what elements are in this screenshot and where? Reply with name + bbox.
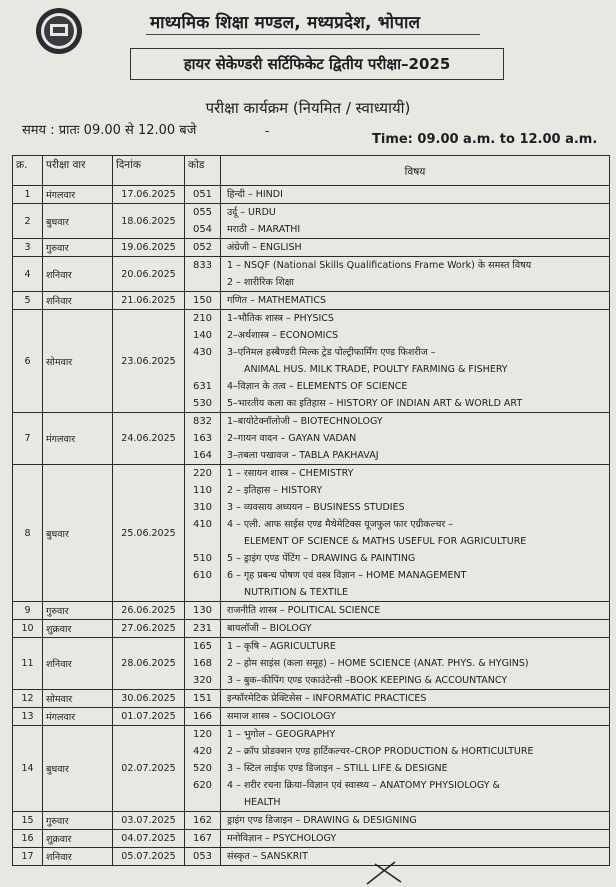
subject-code: 231 xyxy=(192,623,213,634)
row-exam-date: 30.06.2025 xyxy=(113,690,185,708)
subject-name: गणित – MATHEMATICS xyxy=(227,295,327,306)
subject-code: 053 xyxy=(192,851,213,862)
subject-code: 520 xyxy=(192,763,213,774)
subject-name: समाज शास्त्र – SOCIOLOGY xyxy=(227,711,336,722)
row-exam-date: 17.06.2025 xyxy=(113,186,185,204)
row-codes-cell xyxy=(185,708,221,726)
row-subjects-cell xyxy=(221,620,610,638)
row-exam-date: 20.06.2025 xyxy=(113,257,185,292)
subject-name: ड्राइंग एण्ड डिजाइन – DRAWING & DESIGNING xyxy=(227,815,417,826)
row-exam-day: सोमवार xyxy=(43,690,113,708)
subject-name: HEALTH xyxy=(244,797,281,808)
row-exam-day: शुक्रवार xyxy=(43,830,113,848)
subject-code: 420 xyxy=(192,746,213,757)
row-subjects-cell xyxy=(221,708,610,726)
subject-code: 530 xyxy=(192,398,213,409)
header-subject: विषय xyxy=(221,156,610,186)
subject-name: 1 – भुगोल – GEOGRAPHY xyxy=(227,729,336,740)
subject-code: 168 xyxy=(192,658,213,669)
subject-code: 166 xyxy=(192,711,213,722)
row-exam-date: 21.06.2025 xyxy=(113,292,185,310)
subject-name: उर्दू – URDU xyxy=(227,207,276,218)
subject-name: 3–तबला पखावज – TABLA PAKHAVAJ xyxy=(227,450,379,461)
table-row xyxy=(13,186,610,204)
row-serial-number: 12 xyxy=(13,690,43,708)
subject-code: 832 xyxy=(192,416,213,427)
row-exam-day: शुक्रवार xyxy=(43,620,113,638)
row-exam-day: शनिवार xyxy=(43,257,113,292)
row-exam-day: मंगलवार xyxy=(43,186,113,204)
subject-code: 110 xyxy=(192,485,213,496)
row-codes-cell xyxy=(185,257,221,292)
row-codes-cell xyxy=(185,413,221,465)
subject-code: 631 xyxy=(192,381,213,392)
subject-code: 151 xyxy=(192,693,213,704)
row-codes-cell xyxy=(185,638,221,690)
schedule-table xyxy=(12,155,610,866)
subject-name: 1–बायोटेक्नॉलोजी – BIOTECHNOLOGY xyxy=(227,416,383,427)
row-serial-number: 11 xyxy=(13,638,43,690)
subject-name: 2–अर्थशास्त्र – ECONOMICS xyxy=(227,330,339,341)
subject-code: 150 xyxy=(192,295,213,306)
subject-name: मनोविज्ञान – PSYCHOLOGY xyxy=(227,833,337,844)
table-row xyxy=(13,726,610,812)
subject-code: 163 xyxy=(192,433,213,444)
row-codes-cell xyxy=(185,830,221,848)
board-emblem-logo xyxy=(30,6,88,56)
row-serial-number: 3 xyxy=(13,239,43,257)
table-row xyxy=(13,465,610,602)
subject-code: 162 xyxy=(192,815,213,826)
board-title: माध्यमिक शिक्षा मण्डल, मध्यप्रदेश, भोपाल xyxy=(150,13,421,33)
row-serial-number: 4 xyxy=(13,257,43,292)
row-exam-day: गुरुवार xyxy=(43,602,113,620)
subject-name: ANIMAL HUS. MILK TRADE, POULTY FARMING & FISHERY xyxy=(244,364,508,375)
subject-name: राजनीति शास्त्र – POLITICAL SCIENCE xyxy=(227,605,381,616)
row-codes-cell xyxy=(185,186,221,204)
row-serial-number: 17 xyxy=(13,848,43,866)
subject-code: 430 xyxy=(192,347,213,358)
program-heading: परीक्षा कार्यक्रम (नियमित / स्वाध्यायी) xyxy=(205,99,411,117)
subject-name: संस्कृत – SANSKRIT xyxy=(227,851,308,862)
subject-code xyxy=(188,274,217,291)
subject-code: 055 xyxy=(192,207,213,218)
row-subjects-cell xyxy=(221,310,610,413)
row-exam-date: 04.07.2025 xyxy=(113,830,185,848)
subject-name: 1 – रसायन शास्त्र – CHEMISTRY xyxy=(227,468,354,479)
row-codes-cell xyxy=(185,204,221,239)
subject-name: 2 – शारीरिक शिक्षा xyxy=(227,277,294,288)
table-row xyxy=(13,602,610,620)
row-exam-day: शनिवार xyxy=(43,292,113,310)
table-row xyxy=(13,310,610,413)
subject-name: 1 – कृषि – AGRICULTURE xyxy=(227,641,336,652)
row-subjects-cell xyxy=(221,204,610,239)
table-row xyxy=(13,638,610,690)
row-subjects-cell xyxy=(221,292,610,310)
subject-name: 3 – बुक–कीपिंग एण्ड एकाउंटेन्सी –BOOK KEEPING & ACCOUNTANCY xyxy=(227,675,508,686)
subject-code: 320 xyxy=(192,675,213,686)
row-codes-cell xyxy=(185,292,221,310)
table-row xyxy=(13,204,610,239)
table-row xyxy=(13,257,610,292)
subject-code: 220 xyxy=(192,468,213,479)
row-codes-cell xyxy=(185,239,221,257)
row-subjects-cell xyxy=(221,465,610,602)
row-exam-day: मंगलवार xyxy=(43,413,113,465)
row-serial-number: 7 xyxy=(13,413,43,465)
subject-name: अंग्रेजी – ENGLISH xyxy=(227,242,302,253)
subject-code: 054 xyxy=(192,224,213,235)
row-subjects-cell xyxy=(221,257,610,292)
subject-name: ELEMENT OF SCIENCE & MATHS USEFUL FOR AGRICULTURE xyxy=(244,536,527,547)
subject-code xyxy=(188,794,217,811)
row-codes-cell xyxy=(185,848,221,866)
table-header-row xyxy=(13,156,610,186)
subject-name: NUTRITION & TEXTILE xyxy=(244,587,348,598)
subject-code xyxy=(188,584,217,601)
table-row xyxy=(13,812,610,830)
tick-mark: - xyxy=(265,124,270,138)
schedule-body xyxy=(13,186,610,866)
subject-code: 130 xyxy=(192,605,213,616)
row-subjects-cell xyxy=(221,186,610,204)
subject-name: 1–भौतिक शास्त्र – PHYSICS xyxy=(227,313,334,324)
subject-name: 6 – गृह प्रबन्ध पोषण एवं वस्त्र विज्ञान – HOME MANAGEMENT xyxy=(227,570,467,581)
subject-code: 833 xyxy=(192,260,213,271)
table-row xyxy=(13,708,610,726)
subject-code: 164 xyxy=(192,450,213,461)
subject-name: 2 – इतिहास – HISTORY xyxy=(227,485,323,496)
row-exam-day: गुरुवार xyxy=(43,812,113,830)
subject-name: 3–एनिमल हस्बैण्डरी मिल्क ट्रेड पोल्ट्रीफार्मिंग एण्ड फिशरीज – xyxy=(227,347,436,358)
time-english: Time: 09.00 a.m. to 12.00 a.m. xyxy=(372,132,598,147)
row-exam-day: शनिवार xyxy=(43,638,113,690)
subject-code: 165 xyxy=(192,641,213,652)
row-exam-date: 24.06.2025 xyxy=(113,413,185,465)
subject-name: 2 – क्रॉप प्रोडक्शन एण्ड हार्टिकल्चर–CROP PRODUCTION & HORTICULTURE xyxy=(227,746,534,757)
row-exam-date: 18.06.2025 xyxy=(113,204,185,239)
subject-name: 5 – ड्राइंग एण्ड पेंटिंग – DRAWING & PAINTING xyxy=(227,553,416,564)
row-serial-number: 16 xyxy=(13,830,43,848)
row-exam-date: 28.06.2025 xyxy=(113,638,185,690)
subject-name: 5–भारतीय कला का इतिहास – HISTORY OF INDIAN ART & WORLD ART xyxy=(227,398,523,409)
table-row xyxy=(13,239,610,257)
row-serial-number: 14 xyxy=(13,726,43,812)
subject-code: 510 xyxy=(192,553,213,564)
row-exam-date: 05.07.2025 xyxy=(113,848,185,866)
table-row xyxy=(13,620,610,638)
row-codes-cell xyxy=(185,310,221,413)
header-day: परीक्षा वार xyxy=(43,156,113,186)
row-serial-number: 2 xyxy=(13,204,43,239)
row-serial-number: 10 xyxy=(13,620,43,638)
subject-code: 167 xyxy=(192,833,213,844)
row-serial-number: 6 xyxy=(13,310,43,413)
subject-code: 410 xyxy=(192,519,213,530)
signature-mark xyxy=(365,858,405,886)
row-exam-day: बुधवार xyxy=(43,465,113,602)
row-subjects-cell xyxy=(221,848,610,866)
subject-name: 2 – होम साइंस (कला समूह) – HOME SCIENCE (ANAT. PHYS. & HYGINS) xyxy=(227,658,529,669)
header-sno: क्र. xyxy=(13,156,43,186)
row-exam-day: सोमवार xyxy=(43,310,113,413)
row-subjects-cell xyxy=(221,638,610,690)
row-codes-cell xyxy=(185,620,221,638)
row-serial-number: 8 xyxy=(13,465,43,602)
row-exam-date: 03.07.2025 xyxy=(113,812,185,830)
table-row xyxy=(13,830,610,848)
row-exam-date: 26.06.2025 xyxy=(113,602,185,620)
row-exam-date: 23.06.2025 xyxy=(113,310,185,413)
row-serial-number: 13 xyxy=(13,708,43,726)
row-subjects-cell xyxy=(221,812,610,830)
header-date: दिनांक xyxy=(113,156,185,186)
row-exam-day: शनिवार xyxy=(43,848,113,866)
row-serial-number: 5 xyxy=(13,292,43,310)
table-row xyxy=(13,690,610,708)
time-hindi: समय : प्रातः 09.00 से 12.00 बजे xyxy=(22,123,197,138)
row-exam-day: गुरुवार xyxy=(43,239,113,257)
subject-name: इन्फॉरमेटिक प्रेक्टिसेस – INFORMATIC PRACTICES xyxy=(227,693,427,704)
row-exam-date: 01.07.2025 xyxy=(113,708,185,726)
table-row xyxy=(13,848,610,866)
subject-code xyxy=(188,533,217,550)
row-exam-date: 19.06.2025 xyxy=(113,239,185,257)
row-subjects-cell xyxy=(221,830,610,848)
row-subjects-cell xyxy=(221,239,610,257)
row-exam-day: मंगलवार xyxy=(43,708,113,726)
row-subjects-cell xyxy=(221,413,610,465)
subject-name: मराठी – MARATHI xyxy=(227,224,301,235)
table-row xyxy=(13,292,610,310)
row-exam-date: 02.07.2025 xyxy=(113,726,185,812)
subject-code: 210 xyxy=(192,313,213,324)
subject-code: 120 xyxy=(192,729,213,740)
subject-name: 4–विज्ञान के तत्व – ELEMENTS OF SCIENCE xyxy=(227,381,408,392)
row-subjects-cell xyxy=(221,726,610,812)
subject-name: 2–गायन वादन – GAYAN VADAN xyxy=(227,433,357,444)
row-exam-day: बुधवार xyxy=(43,204,113,239)
subject-code: 610 xyxy=(192,570,213,581)
subject-code: 052 xyxy=(192,242,213,253)
subject-name: 3 – स्टिल लाईफ एण्ड डिजाइन – STILL LIFE & DESIGNE xyxy=(227,763,448,774)
table-row xyxy=(13,413,610,465)
row-exam-day: बुधवार xyxy=(43,726,113,812)
row-exam-date: 25.06.2025 xyxy=(113,465,185,602)
header-code: कोड xyxy=(185,156,221,186)
subject-name: बायलॉजी – BIOLOGY xyxy=(227,623,312,634)
subject-code: 310 xyxy=(192,502,213,513)
row-serial-number: 15 xyxy=(13,812,43,830)
subject-name: 1 – NSQF (National Skills Qualifications Frame Work) के समस्त विषय xyxy=(227,260,532,271)
row-serial-number: 1 xyxy=(13,186,43,204)
row-codes-cell xyxy=(185,690,221,708)
row-serial-number: 9 xyxy=(13,602,43,620)
subject-name: 4 – एली. आफ साईस एण्ड मैथेमेटिक्स यूजफुल फार एग्रीकल्चर – xyxy=(227,519,454,530)
subject-name: 3 – व्यवसाय अध्ययन – BUSINESS STUDIES xyxy=(227,502,405,513)
row-subjects-cell xyxy=(221,602,610,620)
row-exam-date: 27.06.2025 xyxy=(113,620,185,638)
subject-name: 4 – शरीर रचना क्रिया–विज्ञान एवं स्वास्थ्य – ANATOMY PHYSIOLOGY & xyxy=(227,780,500,791)
subject-code: 140 xyxy=(192,330,213,341)
row-codes-cell xyxy=(185,465,221,602)
row-subjects-cell xyxy=(221,690,610,708)
exam-title-box: हायर सेकेण्डरी सर्टिफिकेट द्वितीय परीक्षा–2025 xyxy=(130,48,504,80)
subject-code: 620 xyxy=(192,780,213,791)
subject-code xyxy=(188,361,217,378)
subject-name: हिन्दी – HINDI xyxy=(227,189,283,200)
row-codes-cell xyxy=(185,726,221,812)
row-codes-cell xyxy=(185,812,221,830)
row-codes-cell xyxy=(185,602,221,620)
title-underline xyxy=(146,34,480,35)
subject-code: 051 xyxy=(192,189,213,200)
